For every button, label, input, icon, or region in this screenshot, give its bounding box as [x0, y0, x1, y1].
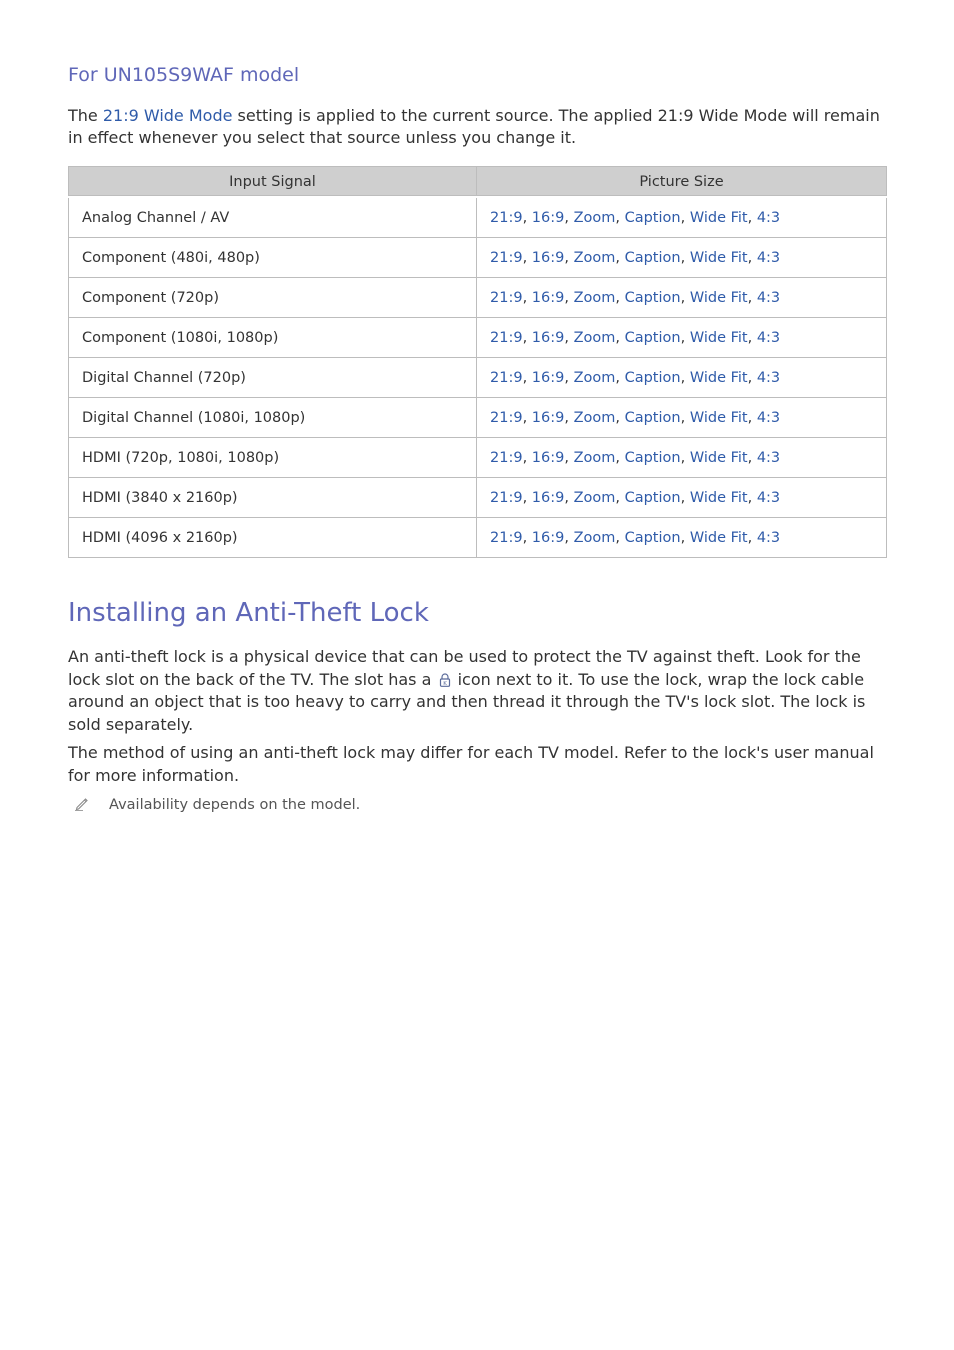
separator: , — [680, 489, 690, 506]
picture-size-option[interactable]: Wide Fit — [689, 329, 748, 346]
picture-size-option[interactable]: 4:3 — [756, 409, 781, 426]
picture-size-option[interactable]: Zoom — [573, 369, 616, 386]
picture-size-option[interactable]: 16:9 — [531, 489, 565, 506]
intro-text-after: setting is applied to the current source. The applied 21:9 Wide Mode will remain in effect whenever you select that source unless you change it. — [68, 106, 880, 147]
picture-size-option[interactable]: Zoom — [573, 289, 616, 306]
picture-size-option[interactable]: 16:9 — [531, 369, 565, 386]
separator: , — [564, 489, 574, 506]
separator: , — [615, 409, 625, 426]
picture-size-option[interactable]: 16:9 — [531, 249, 565, 266]
intro-text-before: The — [68, 106, 103, 125]
input-signal-cell: Component (480i, 480p) — [69, 238, 477, 278]
separator: , — [522, 529, 532, 546]
picture-size-option[interactable]: 4:3 — [756, 449, 781, 466]
picture-size-option[interactable]: Caption — [624, 489, 681, 506]
separator: , — [522, 489, 532, 506]
picture-size-cell — [477, 438, 887, 478]
picture-size-option[interactable]: Wide Fit — [689, 489, 748, 506]
separator: , — [747, 449, 757, 466]
picture-size-option[interactable]: 4:3 — [756, 369, 781, 386]
table-row — [69, 318, 887, 358]
separator: , — [522, 449, 532, 466]
table-row — [69, 518, 887, 558]
intro-paragraph — [68, 105, 886, 149]
picture-size-option[interactable]: 21:9 — [490, 329, 523, 346]
table-row — [69, 398, 887, 438]
separator: , — [615, 529, 625, 546]
separator: , — [615, 209, 625, 226]
separator: , — [615, 489, 625, 506]
picture-size-table — [68, 166, 887, 558]
lock-method-paragraph: The method of using an anti-theft lock may differ for each TV model. Refer to the lock's user manual for more information. — [68, 743, 874, 785]
separator: , — [680, 529, 690, 546]
picture-size-option[interactable]: 4:3 — [756, 489, 781, 506]
picture-size-option[interactable]: 16:9 — [531, 529, 565, 546]
picture-size-option[interactable]: Wide Fit — [689, 409, 748, 426]
separator: , — [564, 289, 574, 306]
picture-size-option[interactable]: 21:9 — [490, 289, 523, 306]
section-title: Installing an Anti-Theft Lock — [68, 598, 429, 628]
separator: , — [680, 449, 690, 466]
separator: , — [522, 329, 532, 346]
table-row — [69, 197, 887, 238]
picture-size-option[interactable]: 21:9 — [490, 209, 523, 226]
picture-size-option[interactable]: Wide Fit — [689, 289, 748, 306]
separator: , — [680, 329, 690, 346]
table-body — [69, 197, 887, 558]
picture-size-option[interactable]: 16:9 — [531, 329, 565, 346]
picture-size-option[interactable]: 4:3 — [756, 249, 781, 266]
separator: , — [680, 289, 690, 306]
picture-size-option[interactable]: 21:9 — [490, 249, 523, 266]
picture-size-option[interactable]: 21:9 — [490, 409, 523, 426]
input-signal-cell: Digital Channel (720p) — [69, 358, 477, 398]
input-signal-cell: Component (1080i, 1080p) — [69, 318, 477, 358]
picture-size-option[interactable]: 4:3 — [756, 209, 781, 226]
picture-size-cell — [477, 278, 887, 318]
separator: , — [564, 409, 574, 426]
table-row — [69, 238, 887, 278]
separator: , — [747, 249, 757, 266]
separator: , — [680, 409, 690, 426]
pencil-icon — [74, 795, 90, 811]
header-picture-size: Picture Size — [477, 167, 887, 198]
separator: , — [747, 369, 757, 386]
picture-size-option[interactable]: 21:9 — [490, 529, 523, 546]
picture-size-cell — [477, 197, 887, 238]
picture-size-option[interactable]: 21:9 — [490, 489, 523, 506]
separator: , — [564, 249, 574, 266]
model-subheading: For UN105S9WAF model — [68, 64, 300, 86]
picture-size-option[interactable]: Caption — [624, 329, 681, 346]
separator: , — [615, 329, 625, 346]
separator: , — [564, 369, 574, 386]
separator: , — [615, 449, 625, 466]
separator: , — [564, 449, 574, 466]
separator: , — [564, 329, 574, 346]
picture-size-option[interactable]: Caption — [624, 369, 681, 386]
picture-size-option[interactable]: Caption — [624, 529, 681, 546]
picture-size-option[interactable]: Wide Fit — [689, 369, 748, 386]
picture-size-option[interactable]: Zoom — [573, 449, 616, 466]
separator: , — [522, 209, 532, 226]
note-text: Availability depends on the model. — [109, 797, 361, 813]
separator: , — [564, 209, 574, 226]
separator: , — [522, 249, 532, 266]
input-signal-cell: Analog Channel / AV — [69, 197, 477, 238]
separator: , — [747, 409, 757, 426]
separator: , — [522, 409, 532, 426]
table-row — [69, 358, 887, 398]
anti-theft-description — [68, 646, 886, 736]
input-signal-cell: Digital Channel (1080i, 1080p) — [69, 398, 477, 438]
input-signal-cell: HDMI (3840 x 2160p) — [69, 478, 477, 518]
picture-size-option[interactable]: Wide Fit — [689, 249, 748, 266]
separator: , — [615, 249, 625, 266]
picture-size-cell — [477, 398, 887, 438]
table-row — [69, 478, 887, 518]
picture-size-option[interactable]: Zoom — [573, 409, 616, 426]
picture-size-option[interactable]: 21:9 — [490, 449, 523, 466]
picture-size-option[interactable]: Zoom — [573, 329, 616, 346]
header-input-signal: Input Signal — [69, 167, 477, 198]
picture-size-option[interactable]: 16:9 — [531, 209, 565, 226]
picture-size-option[interactable]: 16:9 — [531, 289, 565, 306]
separator: , — [747, 329, 757, 346]
picture-size-cell — [477, 518, 887, 558]
picture-size-option[interactable]: Wide Fit — [689, 449, 748, 466]
picture-size-option[interactable]: Zoom — [573, 249, 616, 266]
picture-size-cell — [477, 318, 887, 358]
input-signal-cell: HDMI (4096 x 2160p) — [69, 518, 477, 558]
picture-size-option[interactable]: Wide Fit — [689, 209, 748, 226]
picture-size-option[interactable]: Caption — [624, 209, 681, 226]
para1-text-after: icon next to it. To use the lock, wrap the lock cable around an object that is too heavy to carry and then thread it through the TV's lock slot. The lock is sold separately. — [68, 669, 866, 734]
picture-size-option[interactable]: 4:3 — [756, 329, 781, 346]
separator: , — [615, 289, 625, 306]
separator: , — [615, 369, 625, 386]
input-signal-cell: Component (720p) — [69, 278, 477, 318]
picture-size-option[interactable]: Caption — [624, 449, 681, 466]
picture-size-option[interactable]: Caption — [624, 289, 681, 306]
picture-size-option[interactable]: 4:3 — [756, 529, 781, 546]
picture-size-option[interactable]: Zoom — [573, 209, 616, 226]
separator: , — [680, 209, 690, 226]
picture-size-option[interactable]: 16:9 — [531, 449, 565, 466]
picture-size-option[interactable]: Wide Fit — [689, 529, 748, 546]
separator: , — [522, 289, 532, 306]
picture-size-option[interactable]: Zoom — [573, 529, 616, 546]
table-row — [69, 438, 887, 478]
separator: , — [747, 209, 757, 226]
picture-size-cell — [477, 478, 887, 518]
picture-size-option[interactable]: Zoom — [573, 489, 616, 506]
table-row — [69, 278, 887, 318]
picture-size-option[interactable]: 4:3 — [756, 289, 781, 306]
svg-text:K: K — [442, 680, 447, 687]
para1-text-before: An anti-theft lock is a physical device that can be used to protect the TV against theft. Look for the lock slot on the back of the TV. The slot has a — [68, 647, 861, 689]
kensington-lock-icon — [439, 673, 451, 687]
table-header-row — [69, 167, 887, 198]
picture-size-cell — [477, 358, 887, 398]
wide-mode-link[interactable]: 21:9 Wide Mode — [102, 106, 233, 125]
separator: , — [747, 289, 757, 306]
separator: , — [522, 369, 532, 386]
separator: , — [747, 529, 757, 546]
separator: , — [680, 369, 690, 386]
picture-size-option[interactable]: Caption — [624, 409, 681, 426]
separator: , — [564, 529, 574, 546]
separator: , — [680, 249, 690, 266]
picture-size-option[interactable]: 21:9 — [490, 369, 523, 386]
picture-size-cell — [477, 238, 887, 278]
input-signal-cell: HDMI (720p, 1080i, 1080p) — [69, 438, 477, 478]
picture-size-option[interactable]: 16:9 — [531, 409, 565, 426]
separator: , — [747, 489, 757, 506]
picture-size-option[interactable]: Caption — [624, 249, 681, 266]
